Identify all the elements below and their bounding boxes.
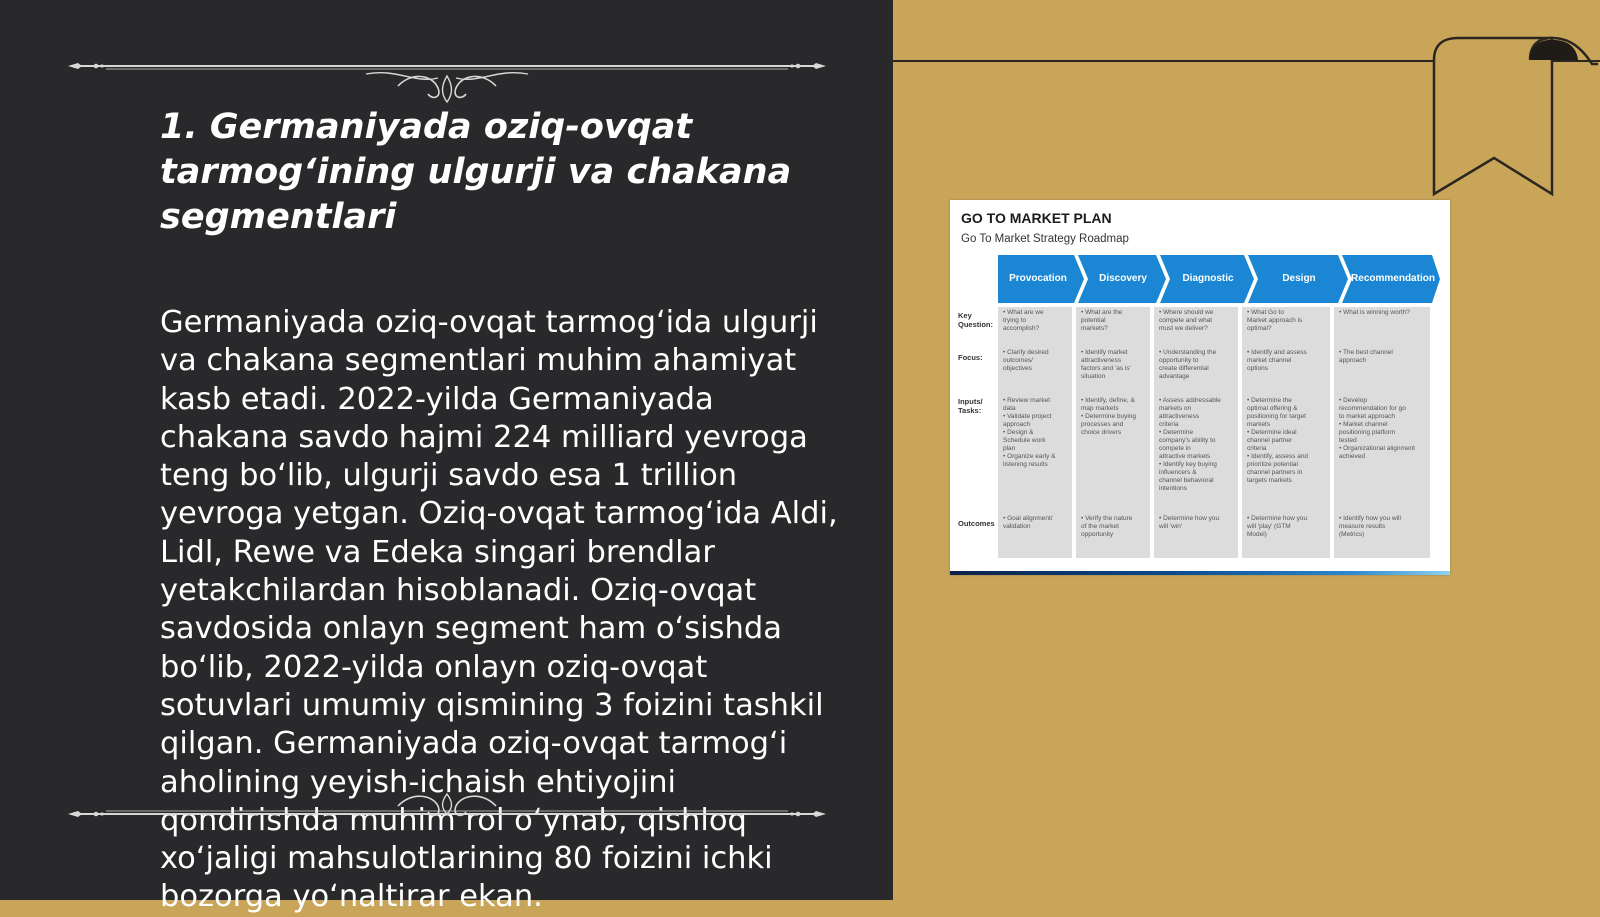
stage-cell-line: markets — [1247, 421, 1271, 428]
stage-cell-line: opportunity to — [1159, 357, 1199, 364]
stage-cell — [1339, 515, 1426, 539]
decorative-divider-top — [66, 56, 828, 104]
stage-cell-line: prioritize potential — [1247, 461, 1298, 468]
stage-cell-line: • Identify key buying — [1159, 461, 1217, 468]
stage-cell-line: • Verify the nature — [1081, 515, 1133, 522]
stage-cell — [1081, 349, 1146, 381]
slide-body-paragraph: Germaniyada oziq-ovqat tarmog‘ida ulgurji va chakana segmentlari muhim ahamiyat kasb etadi. 2022-yilda Germaniyada chakana savdo hajmi 224 milliard yevroga teng bo‘lib, ulgurji savdo esa 1 trillion yevroga yetgan. Oziq-ovqat tarmog‘ida Aldi, Lidl, Rewe va Edeka singari brendlar yetakchilardan hisoblanadi. Oziq-ovqat savdosida onlayn segment ham o‘sishda bo‘lib, 2022-yilda onlayn oziq-ovqat sotuvlari umumiy qismining 3 foizini tashkil qilgan. Germaniyada oziq-ovqat tarmog‘i aholining yeyish-ichaish ehtiyojini qondirishda muhim rol o‘ynab, qishloq xo‘jaligi mahsulotlarining 80 foizini ichki bozorga yo‘naltirar ekan. — [160, 305, 838, 915]
stage-cell-line: achieved — [1339, 453, 1366, 460]
gtm-bottom-accent-bar — [950, 571, 1450, 575]
stage-cell — [1339, 397, 1426, 461]
stage-cell-line: attractiveness — [1081, 357, 1122, 364]
gtm-title: GO TO MARKET PLAN — [961, 210, 1112, 226]
stage-cell-line: company's ability to — [1159, 437, 1216, 444]
stage-cell-line: markets on — [1159, 405, 1192, 412]
stage-cell-line: validation — [1003, 523, 1031, 530]
stage-cell-line: • Understanding the — [1159, 349, 1217, 356]
stage-cell-line: opportunity — [1081, 531, 1114, 538]
stage-cell-line: tested — [1339, 437, 1357, 444]
stage-cell-line: approach — [1339, 357, 1367, 364]
stage-cell-line: attractiveness — [1159, 413, 1200, 420]
stage-cell — [1339, 309, 1426, 317]
stage-cell-line: optimal offering & — [1247, 405, 1298, 412]
stage-cell-line: create differential — [1159, 365, 1209, 372]
stage-cell-line: approach — [1003, 421, 1031, 428]
stage-cell — [1081, 309, 1146, 333]
stage-cell-line: • Clarify desired — [1003, 349, 1049, 356]
stage-arrow-recommendation — [1342, 255, 1440, 303]
stage-cell-line: • Determine the — [1247, 397, 1292, 404]
stage-cell-line: channel behavioral — [1159, 477, 1214, 484]
stage-cell-line: • What are we — [1003, 309, 1044, 316]
stage-cell-line: • Determine — [1159, 429, 1194, 436]
stage-cell-line: • Design & — [1003, 429, 1034, 436]
stage-cell-line: • The best channel — [1339, 349, 1393, 356]
stage-cell-line: • Identify, assess and — [1247, 453, 1309, 460]
stage-cell-line: accomplish? — [1003, 325, 1040, 332]
stage-cell-line: • Determine ideal — [1247, 429, 1297, 436]
stage-cell-line: • Review market — [1003, 397, 1051, 404]
stage-cell-line: must we deliver? — [1159, 325, 1208, 332]
stage-cell-line: • Where should we — [1159, 309, 1214, 316]
stage-cell-line: influencers & — [1159, 469, 1197, 476]
stage-cell — [1003, 309, 1068, 333]
row-label-inputs-tasks: Inputs/ Tasks: — [958, 397, 983, 415]
stage-cell-line: • What are the — [1081, 309, 1123, 316]
stage-cell-line: criteria — [1247, 445, 1267, 452]
stage-cell-line: • Goal alignment/ — [1003, 515, 1053, 522]
go-to-market-plan-image — [950, 200, 1450, 575]
stage-cell-line: will 'win' — [1159, 523, 1183, 530]
stage-cell — [1159, 397, 1234, 493]
stage-arrow-provocation — [998, 255, 1084, 303]
stage-cell — [1247, 397, 1326, 485]
stage-cell-line: factors and 'as is' — [1081, 365, 1131, 372]
stage-cell-line: potential — [1081, 317, 1106, 324]
stage-label: Discovery — [1099, 273, 1147, 284]
stage-cell-line: attractive markets — [1159, 453, 1211, 460]
stage-cell-line: • Identify, define, & — [1081, 397, 1135, 404]
stage-cell-line: • Determine buying — [1081, 413, 1137, 420]
stage-cell-line: market channel — [1247, 357, 1292, 364]
stage-cell-line: Model) — [1247, 531, 1267, 538]
stage-arrow-discovery — [1078, 255, 1166, 303]
gtm-stage-arrows — [998, 255, 1440, 303]
stage-cell — [1247, 349, 1326, 373]
stage-cell-line: • Market channel — [1339, 421, 1388, 428]
stage-cell-line: • Organize early & — [1003, 453, 1056, 460]
stage-cell — [1247, 515, 1326, 539]
stage-cell-line: • What Go to — [1247, 309, 1284, 316]
stage-cell-line: • Assess addressable — [1159, 397, 1221, 404]
stage-arrow-design — [1248, 255, 1348, 303]
stage-cell-line: compete in — [1159, 445, 1191, 452]
gtm-subtitle: Go To Market Strategy Roadmap — [961, 233, 1129, 245]
stage-cell — [1339, 349, 1426, 365]
stage-cell-line: positioning platform — [1339, 429, 1396, 436]
bookmark-ribbon-icon — [1432, 34, 1600, 204]
stage-cell-line: markets? — [1081, 325, 1108, 332]
stage-cell-line: • Identify market — [1081, 349, 1128, 356]
stage-cell-line: • What is winning worth? — [1339, 309, 1410, 316]
stage-cell-line: measure results — [1339, 523, 1386, 530]
stage-cell-line: processes and — [1081, 421, 1124, 428]
stage-cell-line: Market approach is — [1247, 317, 1303, 324]
stage-cell-line: will 'play' (GTM — [1247, 523, 1291, 530]
stage-cell-line: channel partners in — [1247, 469, 1303, 476]
stage-cell-line: situation — [1081, 373, 1106, 380]
gtm-row-labels — [950, 307, 998, 562]
stage-cell-line: data — [1003, 405, 1016, 412]
stage-cell-line: map markets — [1081, 405, 1119, 412]
stage-cell-line: • Identify and assess — [1247, 349, 1307, 356]
stage-cell-line: • Determine how you — [1247, 515, 1308, 522]
stage-cell — [1159, 349, 1234, 381]
stage-cell-line: • Develop — [1339, 397, 1367, 404]
stage-cell-line: • Identify how you will — [1339, 515, 1401, 522]
stage-label: Recommendation — [1351, 273, 1435, 284]
stage-cell-line: choice drivers — [1081, 429, 1122, 436]
stage-cell-line: (Metrics) — [1339, 531, 1365, 538]
stage-cell-line: • Determine how you — [1159, 515, 1220, 522]
stage-cell-line: optimal? — [1247, 325, 1272, 332]
row-label-focus: Focus: — [958, 353, 983, 362]
stage-cell-line: of the market — [1081, 523, 1119, 530]
stage-cell — [1003, 515, 1068, 531]
stage-column — [1242, 307, 1330, 558]
stage-cell-line: channel partner — [1247, 437, 1293, 444]
slide-title: 1. Germaniyada oziq-ovqat tarmog‘ining ulgurji va chakana segmentlari — [160, 107, 792, 237]
stage-cell-line: objectives — [1003, 365, 1032, 372]
stage-label: Provocation — [1009, 273, 1067, 284]
decorative-divider-bottom — [66, 790, 828, 838]
stage-cell-line: • Validate project — [1003, 413, 1052, 420]
stage-column — [1076, 307, 1150, 558]
stage-label: Design — [1282, 273, 1316, 284]
stage-cell — [1081, 397, 1146, 437]
stage-cell — [1003, 397, 1068, 469]
stage-cell-line: advantage — [1159, 373, 1190, 380]
stage-cell — [1081, 515, 1146, 539]
row-label-key-question: Key Question: — [958, 311, 993, 329]
stage-column — [1334, 307, 1430, 558]
stage-column — [998, 307, 1072, 558]
stage-cell-line: trying to — [1003, 317, 1027, 324]
stage-cell-line: listening results — [1003, 461, 1048, 468]
stage-cell — [1003, 349, 1068, 373]
stage-arrow-diagnostic — [1160, 255, 1254, 303]
stage-cell-line: positioning for target — [1247, 413, 1306, 420]
stage-column — [1154, 307, 1238, 558]
stage-cell-line: intentions — [1159, 485, 1187, 492]
stage-cell-line: to market approach — [1339, 413, 1396, 420]
stage-cell — [1159, 515, 1234, 531]
stage-cell-line: outcomes/ — [1003, 357, 1033, 364]
stage-cell-line: Schedule work — [1003, 437, 1046, 444]
stage-cell-line: targets markets — [1247, 477, 1292, 484]
stage-cell-line: plan — [1003, 445, 1016, 452]
stage-label: Diagnostic — [1182, 273, 1234, 284]
stage-cell — [1159, 309, 1234, 333]
stage-cell-line: criteria — [1159, 421, 1179, 428]
stage-cell-line: options — [1247, 365, 1268, 372]
stage-cell — [1247, 309, 1326, 333]
stage-cell-line: • Organizational alignment — [1339, 445, 1415, 452]
stage-cell-line: compete and what — [1159, 317, 1213, 324]
stage-cell-line: recommendation for go — [1339, 405, 1406, 412]
row-label-outcomes: Outcomes — [958, 519, 995, 528]
